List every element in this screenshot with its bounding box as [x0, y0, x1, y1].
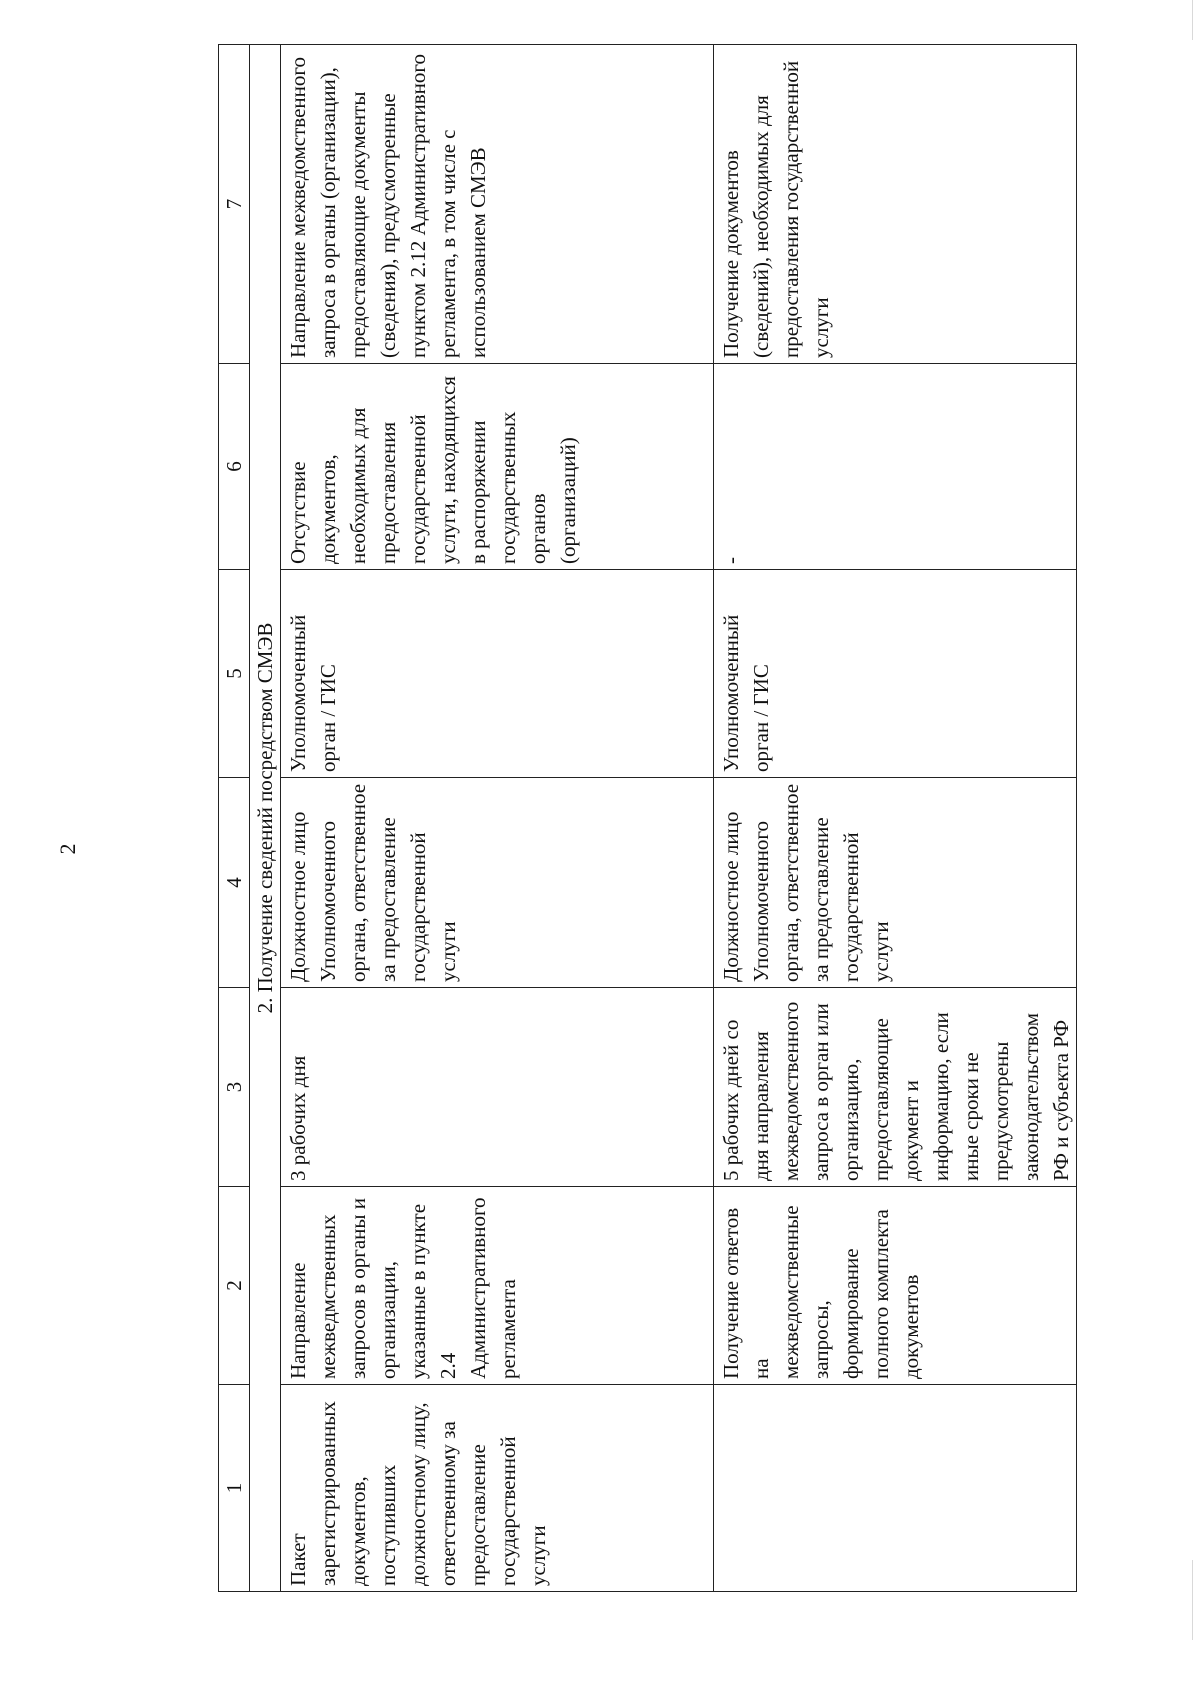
scan-edge-mark [1192, 1560, 1193, 1640]
table-cell-criteria: - [714, 364, 1077, 570]
procedure-table [218, 44, 1077, 1592]
section-title: 2. Получение сведений посредством СМЭВ [250, 45, 281, 1592]
table-cell-deadline: 3 рабочих дня [281, 988, 714, 1187]
table-cell-place: Уполномоченный орган / ГИС [714, 570, 1077, 778]
table-row [714, 45, 1077, 1592]
scan-edge-mark [1192, 0, 1193, 40]
table-cell-result: Получение документов (сведений), необходимых для предоставления государственной услуги [714, 45, 1077, 364]
table-cell-criteria: Отсутствие документов, необходимых для предоставления государственной услуги, находящихся в распоряжении государственных органов (организаций) [281, 364, 714, 570]
column-number: 1 [219, 1385, 250, 1592]
column-number: 7 [219, 45, 250, 364]
section-title-row [250, 45, 281, 1592]
column-number: 3 [219, 988, 250, 1187]
table-cell-action: Получение ответов на межведомственные запросы, формирование полного комплекта документов [714, 1187, 1077, 1385]
table-cell-deadline: 5 рабочих дней со дня направления межведомственного запроса в орган или организацию, предоставляющие документ и информацию, если иные сроки не предусмотрены законодательством РФ и субъекта РФ [714, 988, 1077, 1187]
table-cell-responsible: Должностное лицо Уполномоченного органа, ответственное за предоставление государственной услуги [714, 778, 1077, 988]
column-number: 5 [219, 570, 250, 778]
table-cell-place: Уполномоченный орган / ГИС [281, 570, 714, 778]
table-cell-action: Направление межведмственных запросов в органы и организации, указанные в пункте 2.4 Административного регламента [281, 1187, 714, 1385]
rotated-table-sheet [218, 45, 1073, 1592]
page-number: 2 [55, 843, 80, 855]
table-cell-result: Направление межведомственного запроса в органы (организации), предоставляющие документы (сведения), предусмотренные пунктом 2.12 Административного регламента, в том числе с использованием СМЭВ [281, 45, 714, 364]
table-cell-basis [714, 1385, 1077, 1592]
table-cell-basis: Пакет зарегистрированных документов, поступивших должностному лицу, ответственному за предоставление государственной услуги [281, 1385, 714, 1592]
column-number: 2 [219, 1187, 250, 1385]
column-number: 4 [219, 778, 250, 988]
table-cell-responsible: Должностное лицо Уполномоченного органа, ответственное за предоставление государственной услуги [281, 778, 714, 988]
column-number: 6 [219, 364, 250, 570]
column-number-row [219, 45, 250, 1592]
table-row [281, 45, 714, 1592]
